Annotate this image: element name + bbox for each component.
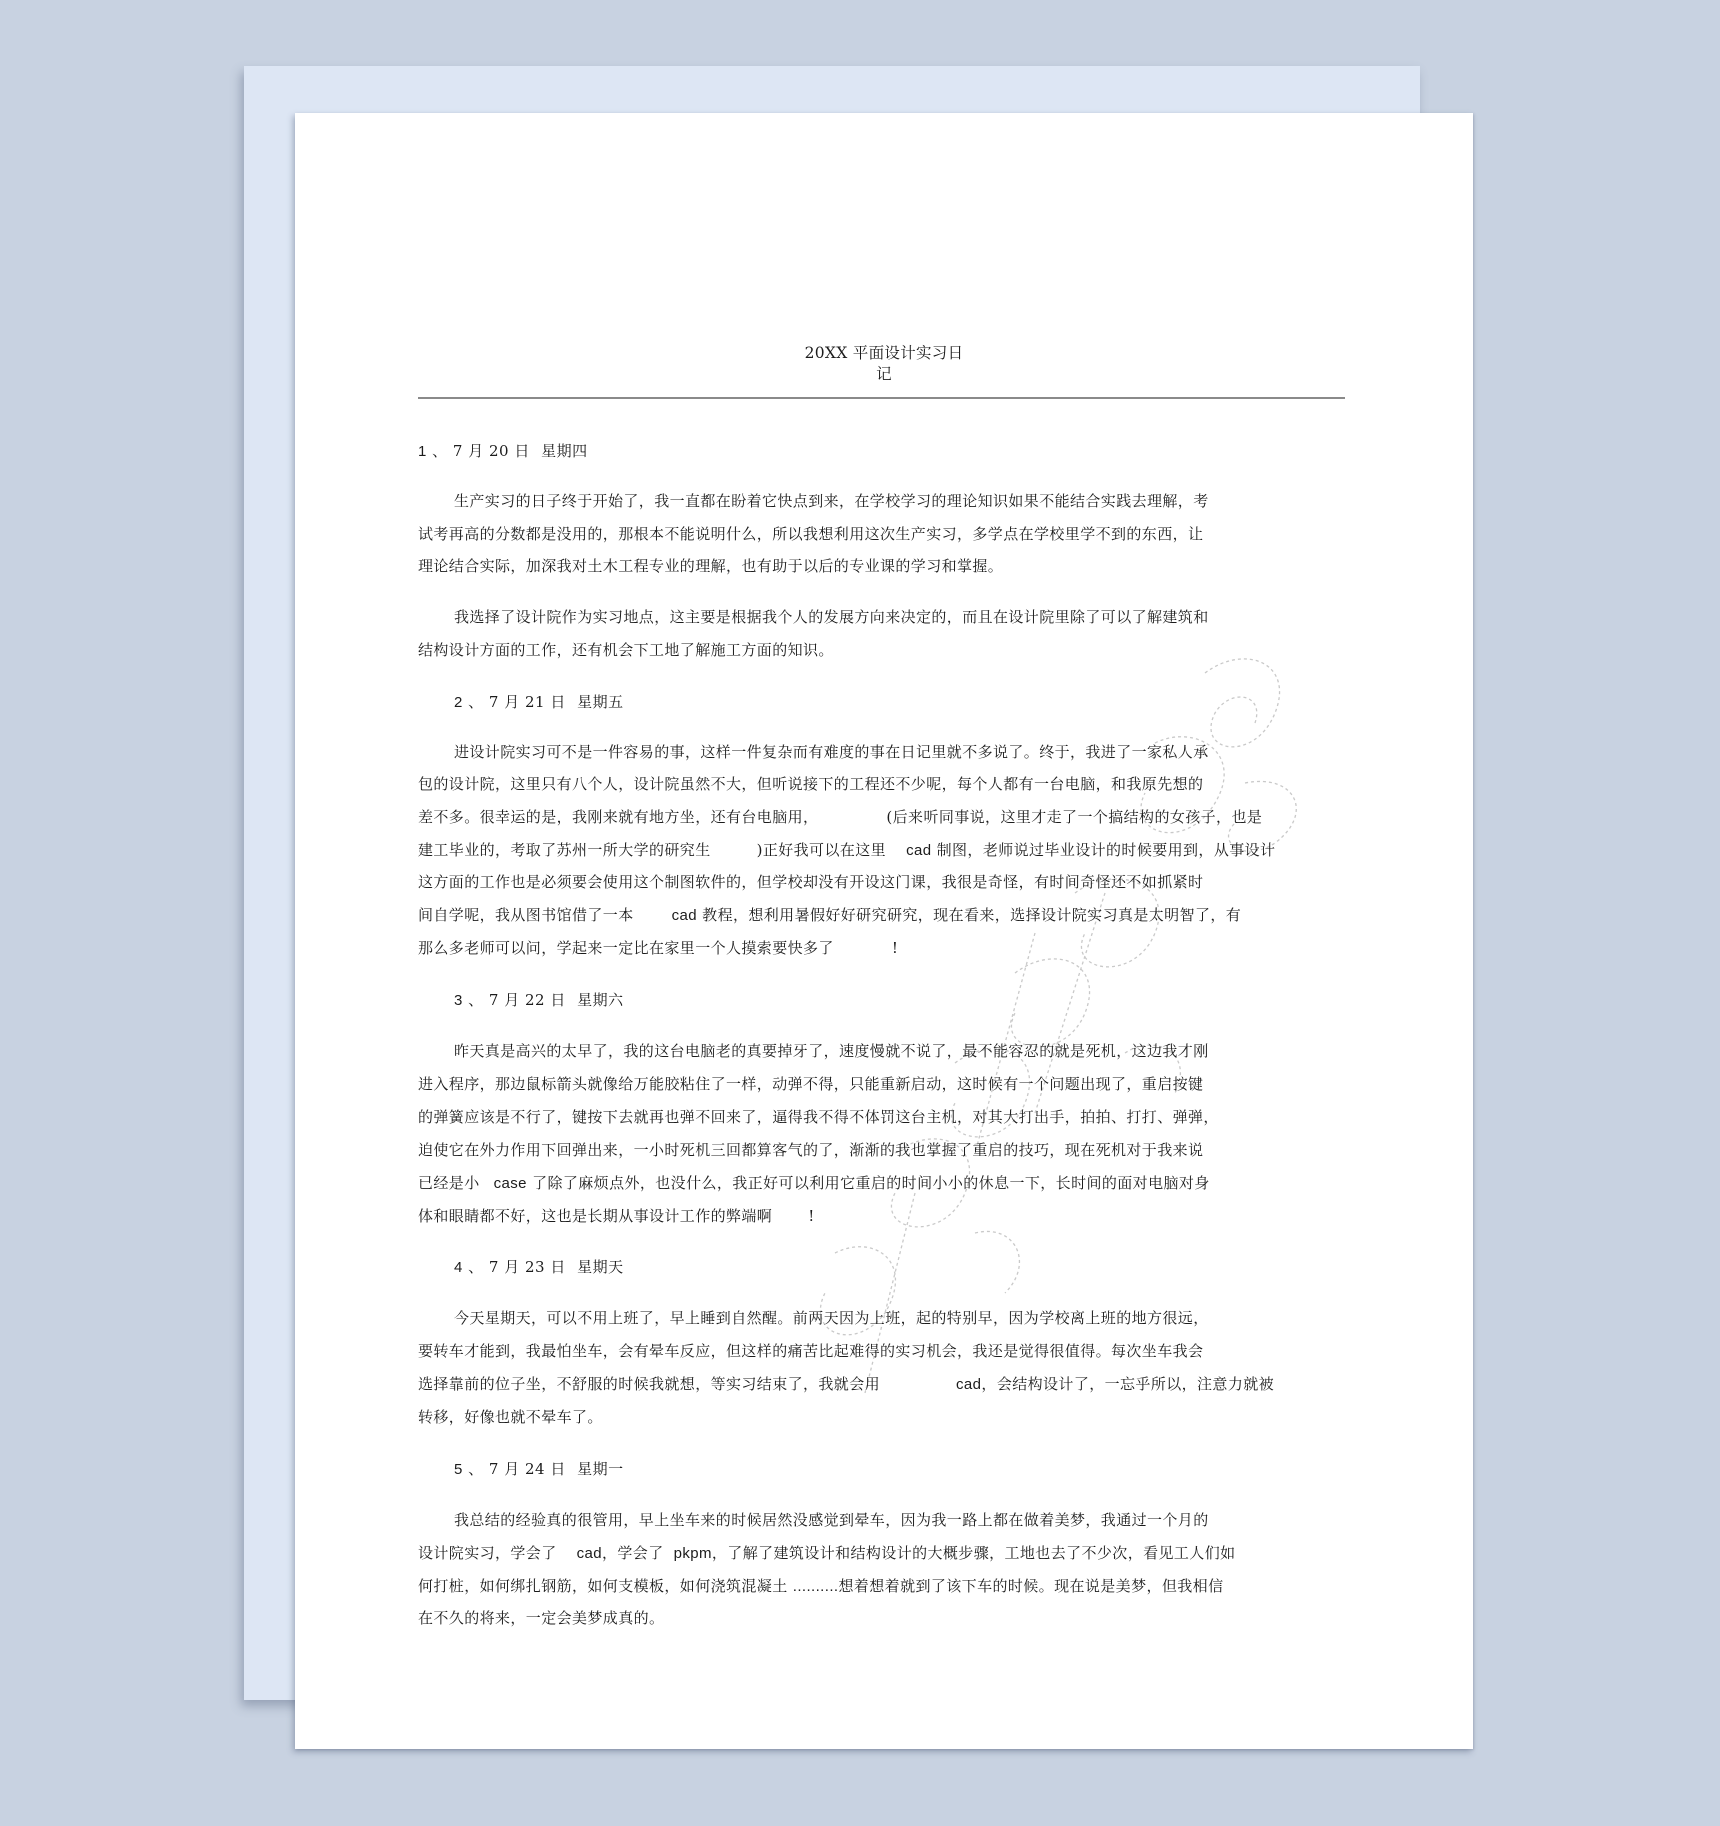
paragraph-line: 进设计院实习可不是一件容易的事，这样一件复杂而有难度的事在日记里就不多说了。终于，我进了一家私人承 (454, 743, 1209, 761)
paragraph-line (418, 938, 898, 958)
entry-weekday: 星期天 (577, 1258, 624, 1276)
paragraph-line (418, 1374, 1274, 1395)
entry-number: 3 (454, 992, 463, 1009)
paragraph-line: 迫使它在外力作用下回弹出来，一小时死机三回都算客气的了，渐渐的我也掌握了重启的技巧，现在死机对于我来说 (418, 1141, 1204, 1159)
text-segment: 了除了麻烦点外，也没什么，我正好可以利用它重启的时间小小的休息一下，长时间的面对电脑对身 (532, 1174, 1210, 1192)
paragraph-line: 包的设计院，这里只有八个人，设计院虽然不大，但听说接下的工程还不少呢，每个人都有一台电脑，和我原先想的 (418, 775, 1204, 793)
entry-weekday: 星期四 (541, 442, 588, 460)
entry-weekday: 星期一 (577, 1460, 624, 1478)
entry-separator: 、 (468, 693, 484, 711)
entry-heading-3 (454, 990, 624, 1011)
text-segment: 已经是小 (418, 1174, 480, 1192)
text-segment: ! (891, 939, 899, 957)
paragraph-line: 的弹簧应该是不行了，键按下去就再也弹不回来了，逼得我不得不体罚这台主机，对其大打出手，拍拍、打打、弹弹， (418, 1108, 1219, 1126)
entry-heading-2 (454, 692, 624, 713)
paragraph-line: 我选择了设计院作为实习地点，这主要是根据我个人的发展方向来决定的，而且在设计院里除了可以了解建筑和 (454, 608, 1209, 626)
text-segment: (后来听同事说，这里才走了一个搞结构的女孩子，也是 (886, 808, 1263, 826)
text-segment: 何打桩，如何绑扎钢筋，如何支模板，如何浇筑混凝土 (418, 1577, 788, 1595)
paragraph-line (418, 1206, 815, 1226)
entry-number: 2 (454, 694, 463, 711)
text-segment: 建工毕业的，考取了苏州一所大学的研究生 (418, 841, 711, 859)
entry-separator: 、 (468, 1460, 484, 1478)
entry-date: 7 月 24 日 (488, 1460, 566, 1478)
text-segment: 制图，老师说过毕业设计的时候要用到，从事设计 (936, 841, 1276, 859)
paragraph-line: 在不久的将来，一定会美梦成真的。 (418, 1609, 665, 1627)
paragraph-line (418, 1543, 1236, 1564)
paragraph-line: 这方面的工作也是必须要会使用这个制图软件的，但学校却没有开设这门课，我很是奇怪，有时间奇怪还不如抓紧时 (418, 873, 1204, 891)
entry-heading-1 (418, 441, 588, 462)
paragraph-line: 转移，好像也就不晕车了。 (418, 1408, 603, 1426)
entry-date: 7 月 22 日 (488, 991, 566, 1009)
paragraph-line: 要转车才能到，我最怕坐车，会有晕车反应，但这样的痛苦比起难得的实习机会，我还是觉得很值得。每次坐车我会 (418, 1342, 1204, 1360)
paragraph-line (418, 1173, 1210, 1194)
entry-weekday: 星期五 (577, 693, 624, 711)
text-segment: 教程，想利用暑假好好研究研究，现在看来，选择设计院实习真是太明智了，有 (702, 906, 1242, 924)
entry-heading-4 (454, 1257, 624, 1278)
text-segment: 了解了建筑设计和结构设计的大概步骤，工地也去了不少次，看见工人们如 (727, 1544, 1236, 1562)
text-segment: 差不多。很幸运的是，我刚来就有地方坐，还有台电脑用， (418, 808, 819, 826)
text-segment: 间自学呢，我从图书馆借了一本 (418, 906, 634, 924)
paragraph-line: 进入程序，那边鼠标箭头就像给万能胶粘住了一样，动弹不得，只能重新启动，这时候有一个问题出现了，重启按键 (418, 1075, 1204, 1093)
text-segment: 学会了 (617, 1544, 664, 1562)
entry-heading-5 (454, 1459, 624, 1480)
entry-separator: 、 (468, 991, 484, 1009)
paragraph-line (418, 905, 1241, 926)
text-segment: 想着想着就到了该下车的时候。现在说是美梦，但我相信 (838, 1577, 1224, 1595)
paragraph-line (418, 1576, 1223, 1597)
document-title-line-2: 记 (876, 365, 892, 383)
text-segment: ! (808, 1207, 815, 1225)
entry-number: 4 (454, 1259, 463, 1276)
paragraph-line: 结构设计方面的工作，还有机会下工地了解施工方面的知识。 (418, 641, 834, 659)
text-segment: .......... (792, 1578, 839, 1595)
entry-separator: 、 (432, 442, 448, 460)
entry-date: 7 月 21 日 (488, 693, 566, 711)
title-divider (418, 397, 1345, 399)
text-segment: case (493, 1175, 527, 1192)
paragraph-line (418, 807, 1262, 827)
entry-date: 7 月 20 日 (452, 442, 530, 460)
paragraph-line: 昨天真是高兴的太早了，我的这台电脑老的真要掉牙了，速度慢就不说了，最不能容忍的就是死机，这边我才刚 (454, 1042, 1209, 1060)
entry-number: 1 (418, 443, 427, 460)
paragraph-line: 理论结合实际，加深我对土木工程专业的理解，也有助于以后的专业课的学习和掌握。 (418, 557, 1004, 575)
text-segment: 会结构设计了，一忘乎所以，注意力就被 (996, 1375, 1275, 1393)
paragraph-line: 今天星期天，可以不用上班了，早上睡到自然醒。前两天因为上班，起的特别早，因为学校离上班的地方很远， (454, 1309, 1209, 1327)
text-segment: )正好我可以在这里 (756, 841, 887, 859)
text-segment: cad (906, 842, 932, 859)
text-segment: 体和眼睛都不好，这也是长期从事设计工作的弊端啊 (418, 1207, 773, 1225)
paragraph-line: 我总结的经验真的很管用，早上坐车来的时候居然没感觉到晕车，因为我一路上都在做着美梦，我通过一个月的 (454, 1511, 1209, 1529)
paragraph-line: 生产实习的日子终于开始了，我一直都在盼着它快点到来，在学校学习的理论知识如果不能结合实践去理解，考 (454, 492, 1209, 510)
entry-date: 7 月 23 日 (488, 1258, 566, 1276)
paragraph-line: 试考再高的分数都是没用的，那根本不能说明什么，所以我想利用这次生产实习，多学点在学校里学不到的东西，让 (418, 525, 1204, 543)
text-segment: cad (671, 907, 697, 924)
paragraph-line (418, 840, 1275, 861)
entry-weekday: 星期六 (577, 991, 624, 1009)
text-segment: 设计院实习，学会了 (418, 1544, 557, 1562)
text-segment: pkpm， (673, 1545, 728, 1562)
entry-separator: 、 (468, 1258, 484, 1276)
text-segment: cad， (576, 1545, 618, 1562)
document-page (295, 113, 1473, 1749)
text-segment: 选择靠前的位子坐，不舒服的时候我就想，等实习结束了，我就会用 (418, 1375, 881, 1393)
document-title-line-1: 20XX 平面设计实习日 (804, 344, 964, 362)
text-segment: 那么多老师可以问，学起来一定比在家里一个人摸索要快多了 (418, 939, 834, 957)
text-segment: cad， (956, 1376, 997, 1393)
entry-number: 5 (454, 1461, 463, 1478)
